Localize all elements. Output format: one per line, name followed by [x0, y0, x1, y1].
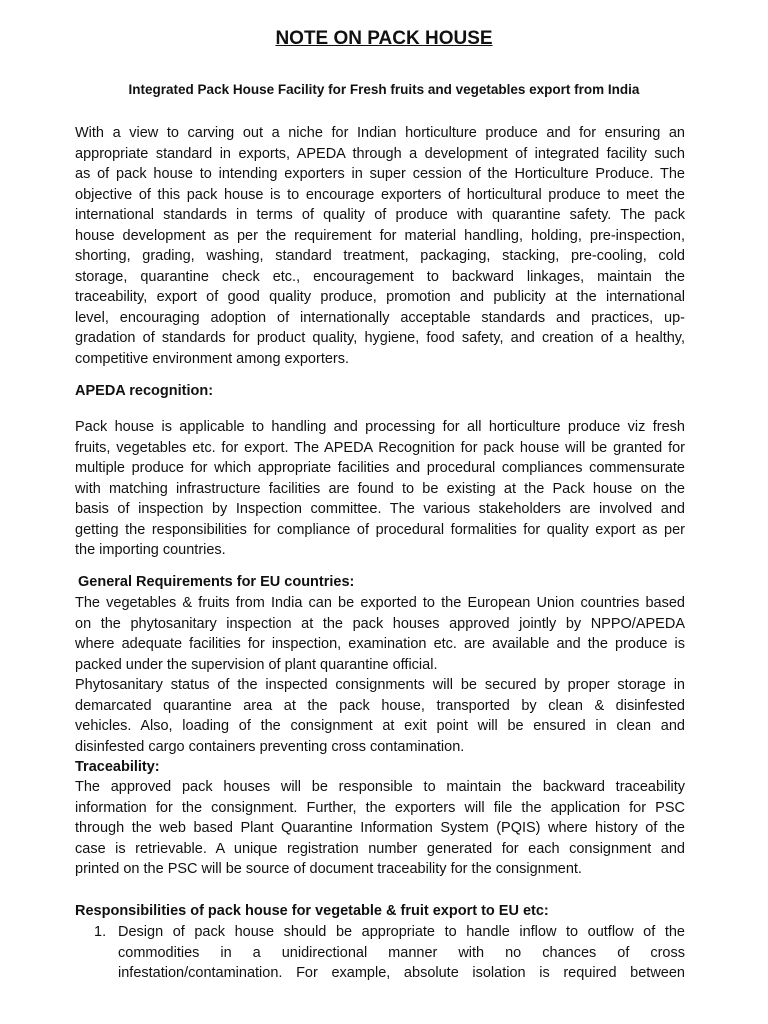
text-line: information for the consignment. Further, the exporters will file the application for PSC: [75, 799, 685, 816]
text-line: house development as per the requirement for material handling, holding, pre-inspection,: [75, 227, 685, 244]
text-line: objective of this pack house is to encourage exporters of horticultural produce to meet the: [75, 186, 685, 203]
text-line: Phytosanitary status of the inspected consignments will be secured by proper storage in: [75, 677, 685, 693]
text-line: as of pack house to intending exporters in super cession of the Horticulture Produce. The: [75, 166, 685, 182]
text-line: multiple produce for which appropriate facilities and procedural compliances commensurate: [75, 460, 685, 476]
text-line: The vegetables & fruits from India can be exported to the European Union countries based: [75, 595, 685, 611]
text-line: Design of pack house should be appropriate to handle inflow to outflow of the: [118, 924, 685, 940]
apeda-paragraph: [75, 417, 685, 561]
text-line: shorting, grading, washing, standard treatment, packaging, stacking, pre-cooling, cold: [75, 248, 685, 264]
text-line: the importing countries.: [75, 542, 226, 558]
text-line: fruits, vegetables etc. for export. The APEDA Recognition for pack house will be granted for: [75, 439, 685, 456]
text-line: international standards in terms of quality of produce with quarantine safety. The pack: [75, 207, 685, 223]
text-line: appropriate standard in exports, APEDA through a development of integrated facility such: [75, 145, 685, 162]
responsibilities-heading: Responsibilities of pack house for vegetable & fruit export to EU etc:: [75, 903, 549, 919]
text-line: traceability, export of good quality produce, promotion and publicity at the international: [75, 289, 685, 305]
text-line: competitive environment among exporters.: [75, 350, 350, 367]
text-line: on the phytosanitary inspection at the pack houses approved jointly by NPPO/APEDA: [75, 615, 685, 632]
traceability-heading: Traceability:: [75, 759, 160, 775]
phytosanitary-paragraph: [75, 675, 685, 757]
text-line: through the web based Plant Quarantine Information System (PQIS) where history of the: [75, 820, 685, 836]
apeda-heading: APEDA recognition:: [75, 383, 214, 399]
eu-heading: General Requirements for EU countries:: [78, 574, 355, 590]
text-line: disinfested cargo containers preventing cross contamination.: [75, 738, 465, 755]
text-line: The approved pack houses will be responsible to maintain the backward traceability: [75, 779, 685, 795]
text-line: packed under the supervision of plant quarantine official.: [75, 656, 438, 673]
text-line: storage, quarantine check etc., encouragement to backward linkages, maintain the: [75, 268, 685, 285]
text-line: case is retrievable. A unique registration number generated for each consignment and: [75, 840, 685, 857]
text-line: getting the responsibilities for compliance of procedural formalities for quality export as per: [75, 521, 685, 538]
text-line: With a view to carving out a niche for Indian horticulture produce and for ensuring an: [75, 125, 685, 141]
text-line: with matching infrastructure facilities are found to be existing at the Pack house on the: [75, 480, 685, 497]
text-line: basis of inspection by Inspection committee. The various stakeholders are involved and: [75, 501, 685, 517]
text-line: printed on the PSC will be source of document traceability for the consignment.: [75, 861, 582, 877]
page-title: NOTE ON PACK HOUSE: [275, 28, 493, 49]
text-line: infestation/contamination. For example, absolute isolation is required between: [118, 965, 685, 981]
text-line: Pack house is applicable to handling and processing for all horticulture produce viz fresh: [75, 419, 685, 435]
eu-paragraph: [75, 593, 685, 675]
list-item: [94, 922, 685, 984]
text-line: level, encouraging adoption of internationally acceptable standards and practices, up-: [75, 309, 685, 326]
text-line: demarcated quarantine area at the pack house, transported by clean & disinfested: [75, 697, 685, 714]
text-line: commodities in a unidirectional manner with no chances of cross: [118, 944, 685, 961]
traceability-paragraph: [75, 777, 685, 880]
subtitle: Integrated Pack House Facility for Fresh fruits and vegetables export from India: [128, 82, 640, 97]
text-line: vehicles. Also, loading of the consignment at exit point will be ensured in clean and: [75, 718, 685, 734]
text-line: gradation of standards for product quality, hygiene, food safety, and creation of a healthy,: [75, 330, 685, 346]
intro-paragraph: [75, 123, 685, 369]
text-line: where adequate facilities for inspection, examination etc. are available and the produce is: [75, 636, 685, 652]
list-number: 1.: [94, 924, 107, 940]
